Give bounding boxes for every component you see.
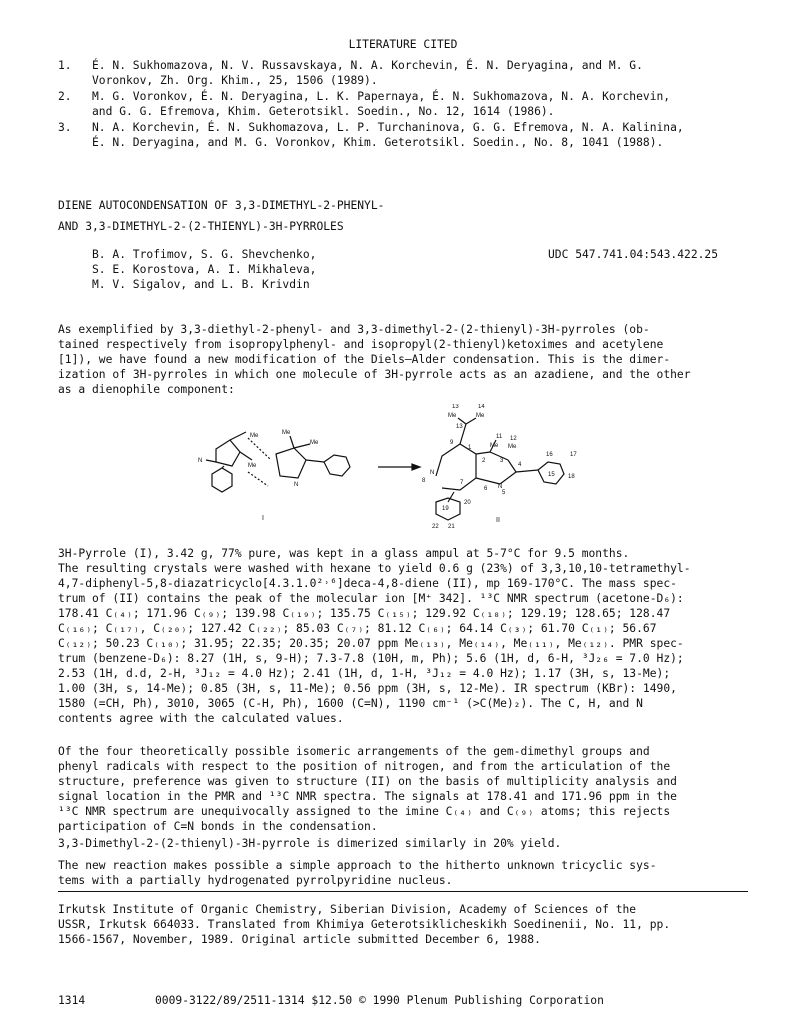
atom-label: N [498,484,503,490]
atom-label: 19 [442,506,449,512]
atom-label: Me [490,443,499,449]
reaction-scheme [190,404,610,532]
atom-label: 6 [484,486,488,492]
atom-label: 20 [464,500,471,506]
conclusion-paragraph: The new reaction makes possible a simple approach to the hitherto unknown tricyclic sys- tems with a partially hydrogenated pyrrolpyridine nucleus. [58,859,657,887]
affiliation-footnote: Irkutsk Institute of Organic Chemistry, Siberian Division, Academy of Sciences of the USSR, Irkutsk 664033. Translated from Khimiya Geterotsiklicheskikh Soedinenii, No. 11, pp. 1566-1567, November, 1989. Original article submitted December 6, 1988. [58,903,671,946]
reference-text: É. N. Sukhomazova, N. V. Russavskaya, N. A. Korchevin, É. N. Deryagina, and M. G. Voronkov, Zh. Org. Khim., 25, 1506 (1989). [92,59,643,87]
literature-cited-heading: LITERATURE CITED [348,38,458,51]
atom-label: Me [282,430,291,436]
atom-label: 17 [570,452,577,458]
pyrrole-ring-diene [216,440,240,466]
experimental-paragraph: 3H-Pyrrole (I), 3.42 g, 77% pure, was kept in a glass ampul at 5-7°C for 9.5 months. The resulting crystals were washed with hexane to yield 0.6 g (23%) of 3,3,10,10-tetramethyl- 4,7-diphenyl-5,8-diazatricyclo[4.3.1.0²˒⁶]deca-4,8-diene (II), mp 169-170°C. The mass spec- trum of (II) contains the peak of the molecular ion [M⁺ 342]. ¹³C NMR spectrum (acetone-D₆): 178.41 C₍₄₎; 171.96 C₍₉₎; 139.98 C₍₁₉₎; 135.75 C₍₁₅₎; 129.92 C₍₁₈₎; 129.19; 128.65; 128.47 C₍₁₆₎; C₍₁₇₎, C₍₂₀₎; 127.42 C₍₂₂₎; 85.03 C₍₇₎; 81.12 C₍₆₎; 64.14 C₍₃₎; 61.70 C₍₁₎; 56.67 C₍₁₂₎; 50.23 C₍₁₀₎; 31.95; 22.35; 20.35; 20.07 ppm Me₍₁₃₎, Me₍₁₄₎, Me₍₁₁₎, Me₍₁₂₎. PMR spec- trum (benzene-D₆): 8.27 (1H, s, 9-H); 7.3-7.8 (10H, m, Ph); 5.6 (1H, d, 6-H, ³J₂₆ = 7.0 Hz); 2.53 (1H, d.d, 2-H, ³J₁₂ = 4.0 Hz); 2.41 (1H, d, 1-H, ³J₁₂ = 4.0 Hz); 1.17 (3H, s, 13-Me); 1.00 (3H, s, 14-Me); 0.85 (3H, s, 11-Me); 0.56 ppm (3H, s, 12-Me). IR spectrum (KBr): 1490, 1580 (=CH, Ph), 3010, 3065 (C-H, Ph), 1600 (C=N), 1190 cm⁻¹ (>C(Me)₂). The C, H, and N contents agree with the calculated values. [58,547,691,725]
atom-label: N [430,470,435,476]
udc-code: UDC 547.741.04:543.422.25 [548,248,719,261]
atom-label: N [198,458,203,464]
atom-label: 8 [422,478,426,484]
atom-label: 9 [450,440,454,446]
reference-text: N. A. Korchevin, É. N. Sukhomazova, L. P. Turchaninova, G. G. Efremova, N. A. Kalinina, É. N. Deryagina, and M. G. Voronkov, Khim. Geterotsikl. Soedin., No. 8, 1041 (1988). [92,121,684,149]
compound-label-I: I [262,515,264,522]
atom-label: N [294,482,299,488]
atom-label: Me [250,433,259,439]
atom-label: 11 [496,434,503,440]
reference-number: 1. [58,59,72,72]
article-title: DIENE AUTOCONDENSATION OF 3,3-DIMETHYL-2-PHENYL- AND 3,3-DIMETHYL-2-(2-THIENYL)-3H-PYRROLES [58,199,385,233]
atom-label: 7 [460,480,464,486]
atom-label: Me [310,440,319,446]
thienyl-paragraph: 3,3-Dimethyl-2-(2-thienyl)-3H-pyrrole is dimerized similarly in 20% yield. [58,837,562,850]
pyrrole-ring-dienophile [276,448,306,478]
atom-label: 22 [432,524,439,530]
atom-label: 15 [548,472,555,478]
atom-label: 5 [502,490,506,496]
reference-number: 3. [58,121,72,134]
compound-label-II: II [496,517,500,524]
reference-number: 2. [58,90,72,103]
atom-label: 1 [468,445,472,451]
atom-label: Me [508,444,517,450]
page-number: 1314 [58,994,86,1007]
article-authors: B. A. Trofimov, S. G. Shevchenko, S. E. Korostova, A. I. Mikhaleva, M. V. Sigalov, and L. B. Krivdin [92,248,317,291]
reference-text: M. G. Voronkov, É. N. Deryagina, L. K. Papernaya, É. N. Sukhomazova, N. A. Korchevin, and G. G. Efremova, Khim. Geterotsikl. Soedin., No. 12, 1614 (1986). [92,90,671,118]
footnote-divider [58,891,748,892]
atom-label: 16 [546,452,553,458]
discussion-paragraph: Of the four theoretically possible isomeric arrangements of the gem-dimethyl groups and phenyl radicals with respect to the position of nitrogen, and from the articulation of the structure, preference was given to structure (II) on the basis of multiplicity analysis and signal location in the PMR and ¹³C NMR spectra. The signals at 178.41 and 171.96 ppm in the ¹³C NMR spectrum are unequivocally assigned to the imine C₍₄₎ and C₍₉₎ atoms; this rejects participation of C=N bonds in the condensation. [58,745,677,833]
atom-label: 3 [500,458,504,464]
atom-label: 21 [448,524,455,530]
atom-label: 12 [510,436,517,442]
atom-label: 2 [482,458,486,464]
copyright-line: 0009-3122/89/2511-1314 $12.50 © 1990 Plenum Publishing Corporation [155,994,604,1007]
atom-label: Me [448,413,457,419]
atom-label: 13 [456,424,463,430]
atom-label: Me [476,413,485,419]
atom-label: 13 [452,404,459,410]
phenyl-ring-2 [324,455,350,476]
atom-label: 18 [568,474,575,480]
atom-label: 14 [478,404,485,410]
atom-label: Me [248,463,257,469]
atom-label: 4 [518,462,522,468]
intro-paragraph: As exemplified by 3,3-diethyl-2-phenyl- and 3,3-dimethyl-2-(2-thienyl)-3H-pyrroles (ob- tained respectively from isopropylphenyl- and isopropyl(2-thienyl)ketoximes and acetylene [1]), we have found a new modification of the Diels–Alder condensation. This is the dimer- ization of 3H-pyrroles in which one molecule of 3H-pyrrole acts as an azadiene, and the other as a dienophile component: [58,323,691,396]
phenyl-ring-1 [212,468,232,492]
